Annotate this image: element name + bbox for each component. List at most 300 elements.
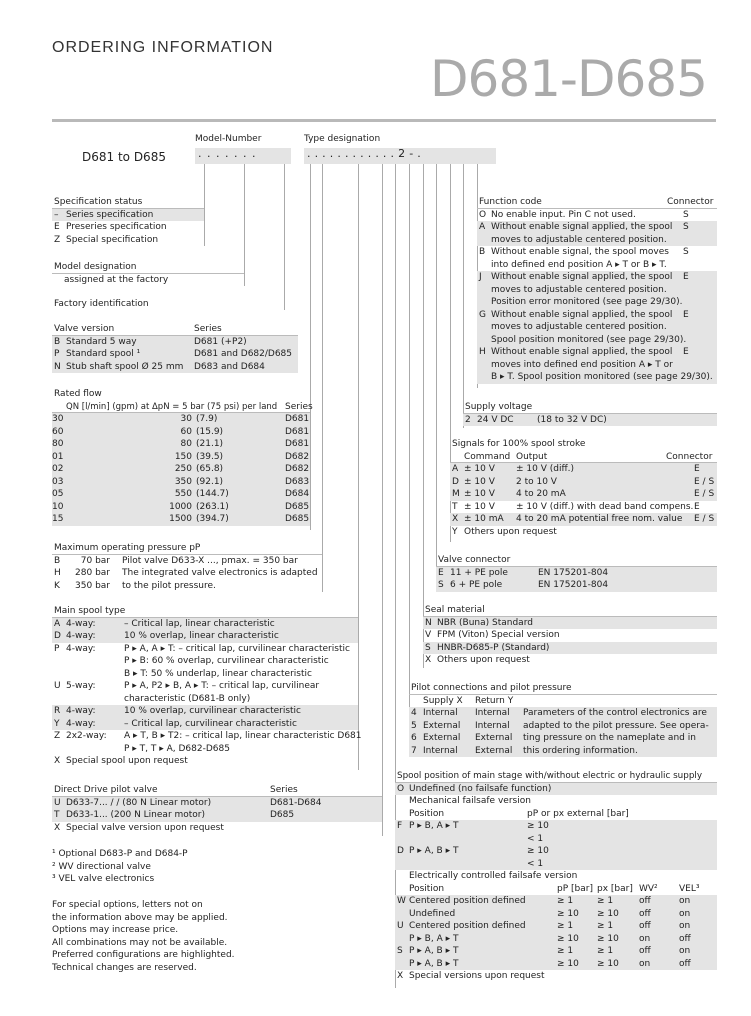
signals-row xyxy=(450,463,717,476)
row-command: Others upon request xyxy=(464,526,557,537)
pilot-valve-title: Direct Drive pilot valve xyxy=(54,785,158,795)
valve-connector-block xyxy=(436,554,717,592)
seal-material-title: Seal material xyxy=(425,605,485,615)
max-pressure-row xyxy=(52,567,322,580)
rated-flow-row xyxy=(52,413,310,426)
spec-status-row xyxy=(52,234,204,247)
row-key: – xyxy=(54,209,59,220)
row-command: ± 10 V xyxy=(464,476,495,487)
row-connector: E xyxy=(694,501,700,512)
seal-row xyxy=(423,629,717,642)
max-pressure-row xyxy=(52,555,322,568)
row-connector: E / S xyxy=(694,514,715,524)
flow-gpm: (7.9) xyxy=(196,414,218,424)
row-y: Internal xyxy=(475,720,510,731)
hdr-vel: VEL³ xyxy=(679,883,700,894)
row-position: P ▸ B, A ▸ T xyxy=(409,821,459,831)
main-spool-block xyxy=(52,605,362,768)
main-spool-row xyxy=(52,655,358,668)
flow-gpm: (394.7) xyxy=(196,514,229,524)
notes-block xyxy=(52,899,352,974)
row-position: Centered position defined xyxy=(409,896,526,906)
function-code-row xyxy=(477,359,717,372)
row-desc: Without enable signal applied, the spool xyxy=(491,347,673,357)
connector-line xyxy=(310,164,311,530)
row-key: H xyxy=(54,568,61,578)
row-label: Undefined (no failsafe function) xyxy=(409,783,552,794)
flow-lpm: 150 xyxy=(174,451,192,462)
row-key: X xyxy=(397,971,404,981)
function-code-row xyxy=(477,221,717,234)
footnotes-block xyxy=(52,848,352,886)
row-connector: E / S xyxy=(694,489,715,499)
note-row xyxy=(52,912,352,925)
pilot-connection-row xyxy=(409,707,717,720)
row-key: R xyxy=(54,706,61,716)
row-series: D685 xyxy=(270,810,295,820)
row-desc: P ▸ B: 60 % overlap, curvilinear characteristic xyxy=(124,656,329,666)
row-command: ± 10 V xyxy=(464,501,495,512)
row-command: ± 10 mA xyxy=(464,514,504,524)
row-desc: – Critical lap, linear characteristic xyxy=(124,618,275,629)
row-pp: ≥ 10 xyxy=(557,958,579,969)
row-way: Special spool upon request xyxy=(66,756,188,766)
row-key: Z xyxy=(54,234,61,245)
flow-lpm: 250 xyxy=(174,464,192,474)
row-vel: on xyxy=(679,921,691,931)
rated-flow-row xyxy=(52,451,310,464)
main-spool-row xyxy=(52,668,358,681)
row-desc: – Critical lap, curvilinear characteristic xyxy=(124,718,297,729)
note-row xyxy=(52,899,352,912)
pilot-connections-title: Pilot connections and pilot pressure xyxy=(411,683,572,693)
model-number-dots: . . . . . . . xyxy=(195,148,291,164)
flow-gpm: (21.1) xyxy=(196,439,224,449)
spool-position-row xyxy=(395,933,717,946)
row-desc: adapted to the pilot pressure. See opera- xyxy=(523,720,709,731)
row-label: 11 + PE pole xyxy=(450,567,508,578)
row-desc: A ▸ T, B ▸ T2: – critical lap, linear characteristic D681 xyxy=(124,731,362,741)
row-pp: ≥ 1 xyxy=(557,946,574,956)
pilot-connection-row xyxy=(409,745,717,758)
rated-flow-block xyxy=(52,388,313,526)
seal-row xyxy=(423,654,717,667)
row-key: E xyxy=(54,222,60,232)
row-key: Z xyxy=(54,731,61,741)
spool-position-block xyxy=(395,770,717,983)
note-row xyxy=(52,949,352,962)
row-label: Series specification xyxy=(66,209,154,220)
row-key: X xyxy=(54,822,61,833)
signals-block xyxy=(450,438,717,538)
row-desc: 10 % overlap, curvilinear characteristic xyxy=(124,706,302,716)
row-key: 2 xyxy=(465,414,471,425)
model-designation-block xyxy=(52,261,244,286)
pilot-return-y-label: Return Y xyxy=(475,695,514,706)
valve-version-row xyxy=(52,361,298,374)
mech-title: Mechanical failsafe version xyxy=(409,796,531,806)
row-pressure: < 1 xyxy=(527,858,544,869)
function-code-row xyxy=(477,234,717,247)
row-series: D681 and D682/D685 xyxy=(194,349,293,359)
row-output: 4 to 20 mA xyxy=(516,489,566,499)
row-series: D681 xyxy=(285,414,310,424)
note: Options may increase price. xyxy=(52,925,179,935)
flow-gpm: (263.1) xyxy=(196,501,229,512)
function-code-row xyxy=(477,259,717,272)
row-connector: S xyxy=(683,247,689,257)
row-desc: 10 % overlap, linear characteristic xyxy=(124,631,279,641)
row-x: Internal xyxy=(423,745,458,756)
row-px: ≥ 1 xyxy=(597,946,614,956)
connector-line xyxy=(358,164,359,770)
row-y: External xyxy=(475,733,513,743)
hdr-wv: WV² xyxy=(639,883,658,894)
row-connector: E xyxy=(694,464,700,474)
row-series: D682 xyxy=(285,464,310,474)
row-desc: Without enable signal applied, the spool xyxy=(491,272,673,282)
row-label: Standard spool ¹ xyxy=(66,349,141,359)
row-label: D633-7... / / (80 N Linear motor) xyxy=(66,797,212,808)
valve-version-block xyxy=(52,323,298,373)
row-key: S xyxy=(397,946,403,956)
row-key: O xyxy=(397,783,405,794)
row-key: N xyxy=(425,617,432,628)
row-key: A xyxy=(452,464,459,474)
pilot-supply-x-label: Supply X xyxy=(423,695,463,706)
row-key: 10 xyxy=(52,501,64,512)
row-command: ± 10 V xyxy=(464,464,495,474)
row-output: 4 to 20 mA potential free nom. value xyxy=(516,514,683,524)
row-way: 4-way: xyxy=(66,618,96,629)
spool-position-row xyxy=(395,795,717,808)
flow-gpm: (15.9) xyxy=(196,426,224,437)
header-rule xyxy=(52,119,716,122)
footnote-row xyxy=(52,873,352,886)
row-desc: P ▸ A, P2 ▸ B, A ▸ T: – critical lap, curvilinear xyxy=(124,681,320,691)
row-px: ≥ 10 xyxy=(597,933,619,944)
valve-connector-row xyxy=(436,579,717,592)
hdr-position: Position xyxy=(409,883,445,894)
row-px: ≥ 10 xyxy=(597,958,619,969)
row-pp: ≥ 1 xyxy=(557,896,574,906)
model-number-label: Model-Number xyxy=(195,134,262,144)
row-key: A xyxy=(54,618,61,629)
model-title: D681-D685 xyxy=(430,50,707,108)
row-desc: P ▸ A, A ▸ T: – critical lap, curvilinear characteristic xyxy=(124,643,350,654)
supply-voltage-title: Supply voltage xyxy=(465,402,533,412)
main-spool-row xyxy=(52,643,358,656)
row-key: X xyxy=(452,514,459,524)
row-desc: Spool position monitored (see page 29/30). xyxy=(491,334,687,345)
row-series: D681 xyxy=(285,426,310,437)
flow-gpm: (65.8) xyxy=(196,464,224,474)
row-key: X xyxy=(54,756,61,766)
supply-voltage-block xyxy=(463,401,717,426)
row-desc: The integrated valve electronics is adapted xyxy=(122,568,318,578)
row-vel: on xyxy=(679,896,691,906)
row-key: N xyxy=(54,361,61,372)
connector-line xyxy=(284,164,285,310)
row-desc: P ▸ T, T ▸ A, D682-D685 xyxy=(124,743,230,754)
function-code-row xyxy=(477,309,717,322)
row-key: 7 xyxy=(411,745,417,756)
row-desc: Without enable signal, the spool moves xyxy=(491,247,669,257)
spool-position-row xyxy=(395,870,717,883)
row-key: W xyxy=(397,896,406,906)
row-key: X xyxy=(425,655,432,665)
spool-position-row xyxy=(395,808,717,821)
connector-line xyxy=(436,164,437,592)
row-key: S xyxy=(438,580,444,590)
row-wv: off xyxy=(639,908,651,919)
row-label: NBR (Buna) Standard xyxy=(437,617,533,628)
main-spool-row xyxy=(52,743,358,756)
row-key: V xyxy=(425,630,432,640)
main-spool-row xyxy=(52,693,358,706)
row-desc: Pilot valve D633-X ..., pmax. = 350 bar xyxy=(122,555,298,566)
flow-lpm: 1500 xyxy=(169,514,192,524)
row-way: 2x2-way: xyxy=(66,731,107,741)
hdr-pp: pP [bar] xyxy=(557,883,593,894)
spec-status-row xyxy=(52,221,204,234)
row-key: 6 xyxy=(411,733,417,743)
model-designation-title: Model designation xyxy=(54,262,137,272)
row-range: (18 to 32 V DC) xyxy=(537,414,607,425)
flow-lpm: 30 xyxy=(180,414,192,424)
row-label: Special versions upon request xyxy=(409,971,545,981)
signals-row xyxy=(450,526,717,539)
pilot-connections-block xyxy=(409,682,717,757)
pilot-connection-row xyxy=(409,732,717,745)
spec-status-block xyxy=(52,196,204,246)
valve-version-row xyxy=(52,348,298,361)
spool-position-row xyxy=(395,895,717,908)
hdr-px: px [bar] xyxy=(597,883,633,894)
row-y: External xyxy=(475,745,513,756)
row-position: P ▸ A, B ▸ T xyxy=(409,846,459,856)
function-code-connector-label: Connector xyxy=(667,197,714,207)
spool-position-row xyxy=(395,970,717,983)
spool-position-row xyxy=(395,908,717,921)
main-spool-row xyxy=(52,730,362,743)
row-wv: off xyxy=(639,896,651,906)
signals-connector-label: Connector xyxy=(666,451,713,462)
main-spool-row xyxy=(52,618,358,631)
row-standard: EN 175201-804 xyxy=(538,567,609,578)
row-series: D685 xyxy=(285,501,310,512)
seal-row xyxy=(423,617,717,630)
function-code-row xyxy=(477,271,717,284)
function-code-row xyxy=(477,296,717,309)
row-pressure: ≥ 10 xyxy=(527,846,549,856)
row-pp: ≥ 10 xyxy=(557,908,579,919)
row-series: D683 and D684 xyxy=(194,361,265,372)
elec-title: Electrically controlled failsafe version xyxy=(409,871,578,881)
row-key: B xyxy=(54,555,61,566)
spool-position-title: Spool position of main stage with/without electric or hydraulic supply xyxy=(397,771,703,781)
row-pp: ≥ 10 xyxy=(557,933,579,944)
row-way: 4-way: xyxy=(66,643,96,654)
row-desc: Parameters of the control electronics are xyxy=(523,708,707,718)
row-wv: on xyxy=(639,933,651,944)
row-wv: on xyxy=(639,958,651,969)
row-key: T xyxy=(54,810,60,820)
signals-row xyxy=(450,488,717,501)
pilot-valve-row xyxy=(52,809,382,822)
row-key: P xyxy=(54,349,60,359)
row-series: D685 xyxy=(285,514,310,524)
signals-row xyxy=(450,501,717,514)
row-series: D681 (+P2) xyxy=(194,336,247,347)
row-y: Internal xyxy=(475,708,510,718)
pilot-valve-row xyxy=(52,822,382,835)
connector-line xyxy=(322,164,323,592)
signals-output-label: Output xyxy=(516,451,548,462)
footnote-row xyxy=(52,861,352,874)
pressure-value: 70 bar xyxy=(80,555,110,566)
row-vel: on xyxy=(679,946,691,956)
row-standard: EN 175201-804 xyxy=(538,580,609,590)
row-way: 4-way: xyxy=(66,706,96,716)
row-key: Y xyxy=(452,526,458,537)
footnote: ¹ Optional D683-P and D684-P xyxy=(52,849,188,859)
row-key: J xyxy=(479,272,482,282)
row-key: B xyxy=(479,247,486,257)
main-spool-row xyxy=(52,755,358,768)
spec-status-row xyxy=(52,209,204,222)
valve-connector-title: Valve connector xyxy=(438,555,511,565)
seal-row xyxy=(423,642,717,655)
row-label: FPM (Viton) Special version xyxy=(437,630,560,640)
row-connector: E xyxy=(683,309,689,320)
rated-flow-row xyxy=(52,501,310,514)
max-pressure-title: Maximum operating pressure pP xyxy=(54,543,201,553)
row-desc: into defined end position A ▸ T or B ▸ T. xyxy=(491,259,667,270)
row-key: 4 xyxy=(411,708,417,718)
factory-id-title: Factory identification xyxy=(54,299,149,309)
row-label: Stub shaft spool Ø 25 mm xyxy=(66,361,184,372)
row-pressure: ≥ 10 xyxy=(527,821,549,831)
row-position: P ▸ A, B ▸ T xyxy=(409,958,459,969)
flow-lpm: 80 xyxy=(180,439,192,449)
row-key: G xyxy=(479,309,486,320)
model-designation-text: assigned at the factory xyxy=(64,274,169,285)
main-spool-row xyxy=(52,680,358,693)
pilot-valve-block xyxy=(52,784,382,834)
main-spool-title: Main spool type xyxy=(54,606,126,616)
connector-line xyxy=(463,164,464,428)
row-connector: S xyxy=(683,209,689,220)
type-designation-dots: . . . . . . . . . . . . 2 - . xyxy=(304,148,496,164)
note-row xyxy=(52,937,352,950)
row-x: External xyxy=(423,720,461,731)
row-connector: S xyxy=(683,222,689,232)
valve-version-title: Valve version xyxy=(54,324,115,334)
signals-row xyxy=(450,513,717,526)
hdr-position: Position xyxy=(409,808,445,819)
row-desc: moves to adjustable centered position. xyxy=(491,234,667,245)
row-key: D xyxy=(54,631,61,641)
pressure-value: 280 bar xyxy=(75,568,110,578)
rated-flow-row xyxy=(52,513,310,526)
pilot-valve-series-label: Series xyxy=(270,785,298,795)
row-position: Centered position defined xyxy=(409,921,526,931)
note: All combinations may not be available. xyxy=(52,937,228,948)
row-pp: ≥ 1 xyxy=(557,921,574,931)
connector-line xyxy=(244,164,245,286)
row-label: 24 V DC xyxy=(477,414,514,425)
rated-flow-row xyxy=(52,426,310,439)
row-desc: B ▸ T. Spool position monitored (see page 29/30). xyxy=(491,372,713,382)
row-desc: characteristic (D681-B only) xyxy=(124,693,251,704)
spool-position-row xyxy=(395,820,717,833)
row-key: B xyxy=(54,336,61,347)
connector-line xyxy=(423,164,424,668)
footnote: ³ VEL valve electronics xyxy=(52,874,155,884)
row-key: F xyxy=(397,821,403,831)
signals-title: Signals for 100% spool stroke xyxy=(452,439,586,449)
row-series: D681-D684 xyxy=(270,797,322,808)
function-code-title: Function code xyxy=(479,197,542,207)
row-key: 60 xyxy=(52,426,64,437)
row-px: ≥ 1 xyxy=(597,896,614,906)
spool-position-row xyxy=(395,945,717,958)
valve-version-series-label: Series xyxy=(194,324,222,334)
row-key: S xyxy=(425,642,431,653)
series-code: D681 to D685 xyxy=(82,150,166,164)
row-key: D xyxy=(397,846,404,856)
row-way: 4-way: xyxy=(66,631,96,641)
flow-lpm: 60 xyxy=(180,426,192,437)
row-x: External xyxy=(423,733,461,743)
row-desc: moves into defined end position A ▸ T or xyxy=(491,359,673,370)
spool-position-row xyxy=(395,920,717,933)
rated-flow-row xyxy=(52,438,310,451)
row-key: U xyxy=(397,921,404,931)
note: For special options, letters not on xyxy=(52,900,203,910)
spool-position-row xyxy=(395,845,717,858)
row-key: E xyxy=(438,567,444,578)
connector-line xyxy=(409,164,410,756)
row-vel: off xyxy=(679,933,691,944)
row-key: 05 xyxy=(52,489,64,499)
rated-flow-title: Rated flow xyxy=(54,389,102,399)
row-key: T xyxy=(452,501,458,512)
function-code-row xyxy=(477,371,717,384)
row-output: 2 to 10 V xyxy=(516,476,557,487)
flow-gpm: (144.7) xyxy=(196,489,229,499)
row-key: 01 xyxy=(52,451,64,462)
row-desc: moves to adjustable centered position. xyxy=(491,284,667,295)
function-code-row xyxy=(477,321,717,334)
row-label: HNBR-D685-P (Standard) xyxy=(437,642,550,653)
row-way: 5-way: xyxy=(66,681,96,691)
pilot-valve-row xyxy=(52,797,382,810)
row-desc: Position error monitored (see page 29/30). xyxy=(491,297,683,307)
spool-position-row xyxy=(395,783,717,796)
signals-command-label: Command xyxy=(464,451,511,462)
row-key: 80 xyxy=(52,439,64,449)
seal-material-block xyxy=(423,604,717,667)
row-desc: ting pressure on the nameplate and in xyxy=(523,733,696,743)
rated-flow-row xyxy=(52,476,310,489)
row-label: D633-1... (200 N Linear motor) xyxy=(66,810,206,820)
row-desc: Without enable signal applied, the spool xyxy=(491,309,673,320)
row-desc: to the pilot pressure. xyxy=(122,580,216,591)
row-series: D682 xyxy=(285,451,310,462)
main-spool-row xyxy=(52,705,358,718)
